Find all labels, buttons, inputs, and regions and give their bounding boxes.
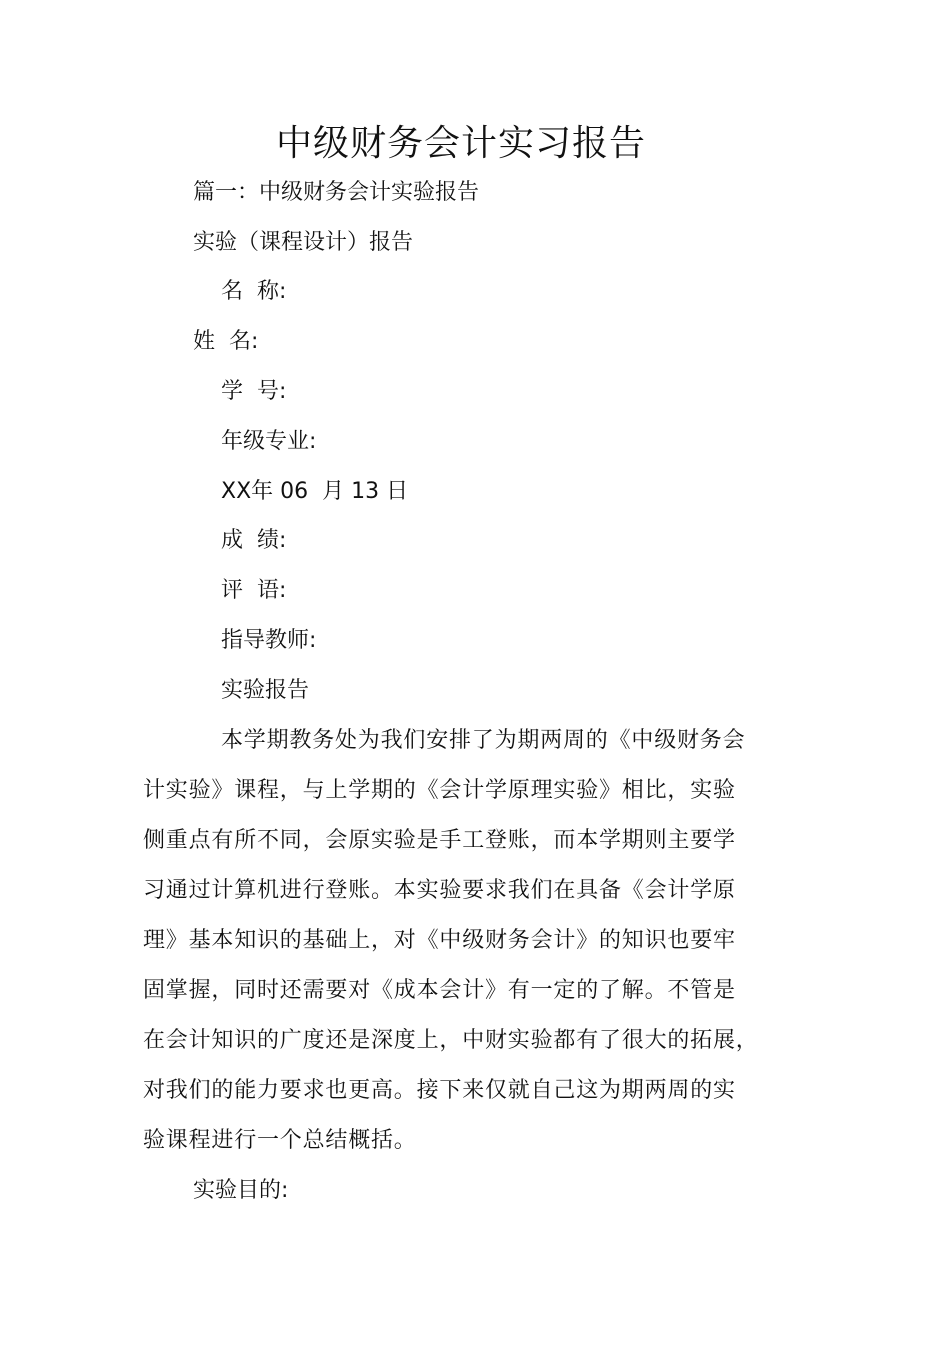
paragraph-line: 理》基本知识的基础上，对《中级财务会计》的知识也要牢 [143, 928, 736, 953]
student-name-field: 姓 名: [193, 329, 259, 354]
teacher-field: 指导教师: [221, 628, 317, 653]
report-type: 实验（课程设计）报告 [193, 230, 414, 255]
paragraph-line: 侧重点有所不同，会原实验是手工登账，而本学期则主要学 [143, 828, 736, 853]
score-field: 成 绩: [221, 528, 287, 553]
student-id-field: 学 号: [221, 379, 287, 404]
paragraph-line: 计实验》课程，与上学期的《会计学原理实验》相比，实验 [143, 778, 736, 803]
document-title: 中级财务会计实习报告 [275, 123, 646, 164]
paragraph-line: 在会计知识的广度还是深度上，中财实验都有了很大的拓展， [143, 1028, 759, 1053]
grade-major-field: 年级专业: [221, 429, 317, 454]
paragraph-line: 习通过计算机进行登账。本实验要求我们在具备《会计学原 [143, 878, 736, 903]
paragraph-line: 本学期教务处为我们安排了为期两周的《中级财务会 [221, 728, 746, 753]
comment-field: 评 语: [221, 578, 287, 603]
purpose-label: 实验目的: [193, 1178, 289, 1203]
paragraph-line: 固掌握，同时还需要对《成本会计》有一定的了解。不管是 [143, 978, 736, 1003]
subtitle: 篇一：中级财务会计实验报告 [193, 180, 480, 205]
section-heading: 实验报告 [221, 678, 310, 703]
paragraph-line: 对我们的能力要求也更高。接下来仅就自己这为期两周的实 [143, 1078, 736, 1103]
body-paragraph [143, 726, 759, 1176]
name-field: 名 称: [221, 279, 287, 304]
paragraph-line: 验课程进行一个总结概括。 [143, 1128, 417, 1153]
date-field: XX年 06 月 13 日 [221, 479, 409, 504]
